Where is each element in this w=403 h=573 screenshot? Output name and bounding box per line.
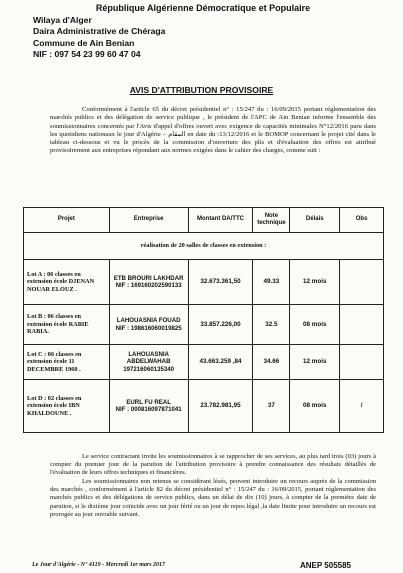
table-row	[24, 260, 384, 305]
footer-paragraph-1: Le service contractant invite les soumissionnaires à se rapprocher de ses services, au plus tard trois (03) jours à compter du premier jour de la parution de l'attribution provisoire à prendre connaissance des résultats détaillés de l'évaluation de leurs offres techniques et financières.	[50, 453, 376, 477]
notice-footer	[50, 453, 376, 520]
section-label: réalisation de 20 salles de classes en extension :	[24, 233, 384, 260]
col-header-projet: Projet	[24, 208, 110, 233]
col-header-delais: Délais	[290, 208, 340, 233]
montant-cell: 32.673.361,50	[188, 260, 253, 305]
obs-cell	[340, 345, 384, 380]
obs-cell	[340, 260, 384, 305]
wilaya-line: Wilaya d'Alger	[33, 14, 92, 25]
table-row	[24, 380, 384, 433]
note-cell: 32.5	[253, 305, 290, 345]
col-header-entreprise: Entreprise	[109, 208, 188, 233]
lot-cell: Lot B : 06 classes en extension école RABIE RABIA.	[24, 305, 110, 345]
montant-cell: 33.857.226,00	[188, 305, 253, 345]
entreprise-nif: 197216060135340	[123, 365, 175, 373]
intro-paragraph: Conformément à l'article 65 du décret présidentiel n° : 15/247 du : 16/09/2015 portant réglementation des marchés publics et des délégation de service publique , le président de l'APC de Ain Benian informe l'ensemble des soumissionnaires concernés par l'Avis d'appel d'offres ouvert avec exigence de capacités minimales N°12/2016 paru dans les quotidiens nationaux le jour d'Algérie – المقام en date du :13/12/2016 et le BOMOP concernant le projet cité dans le tableau ci-dessous et vu le procès de la commission d'ouverture des plis et d'évaluation des offres est attribué provisoirement aux entreprises répondant aux normes exigées dans le cahier des charges, comme suit :	[50, 106, 376, 155]
daira-line: Daira Administrative de Chéraga	[33, 26, 166, 37]
entreprise-name: EURL FU REAL	[126, 398, 171, 406]
entreprise-cell	[109, 380, 188, 433]
lot-cell: Lot D : 02 classes en extension école IBN KHALDOUNE .	[24, 380, 110, 433]
table-section-row	[24, 233, 384, 260]
table-row	[24, 345, 384, 380]
note-cell: 34.66	[253, 345, 290, 380]
obs-cell: /	[340, 380, 384, 433]
delais-cell: 08 mois	[290, 380, 340, 433]
lot-cell: Lot A : 06 classes en extension école DJENAN NOUAR ELOUZ .	[24, 260, 110, 305]
montant-cell: 23.782.981,95	[188, 380, 253, 433]
anep-reference: ANEP 505585	[300, 561, 351, 570]
table-row	[24, 305, 384, 345]
entreprise-nif: NIF : 000816097871041	[115, 406, 182, 413]
table-header-row	[24, 208, 384, 233]
entreprise-nif: NIF : 198616060019825	[115, 324, 182, 332]
delais-cell: 12 mois	[290, 260, 340, 305]
obs-cell	[340, 305, 384, 345]
footer-paragraph-2: Les soumissionnaires non retenus se considérant lésés, peuvent introduire un recours auprès de la commission des marchés , conformément à l'article 82 du décret présidentiel n° : 15/247 du : 16/09/2015, portant réglementation des marchés publics et des délégations de service publics, dans un délai de dix (10) jours, à compter de la première date de parution, si le dixième jour coïncide avec un jour férié ou un jour de repos légal ,la date limite pour introduire un recours est prorogée au jour ouvrable suivant.	[50, 478, 376, 518]
issuer-header	[33, 3, 373, 61]
nif-line: NIF : 097 54 23 99 60 47 04	[33, 49, 141, 60]
entreprise-name: ETB BROURI LAKHDAR	[113, 274, 184, 282]
entreprise-cell	[109, 260, 188, 305]
newspaper-source: Le Jour d'Algérie - N° 4119 - Mercredi 1er mars 2017	[32, 562, 166, 568]
delais-cell: 08 mois	[290, 305, 340, 345]
entreprise-cell	[109, 305, 188, 345]
delais-cell: 12 mois	[290, 345, 340, 380]
notice-intro	[50, 106, 376, 156]
notice-title: AVIS D'ATTRIBUTION PROVISOIRE	[129, 85, 274, 95]
republic-line: République Algérienne Démocratique et Populaire	[95, 3, 311, 13]
note-cell: 37	[253, 380, 290, 433]
entreprise-name: LAHOUASNIA FOUAD	[116, 317, 181, 325]
col-header-obs: Obs	[340, 208, 384, 233]
note-cell: 49.33	[253, 260, 290, 305]
attribution-table	[23, 207, 384, 433]
entreprise-cell	[109, 345, 188, 380]
commune-line: Commune de Ain Benian	[33, 37, 135, 48]
montant-cell: 43.663.259 ,84	[188, 345, 253, 380]
page-footer	[0, 562, 403, 571]
col-header-montant: Montant DA/TTC	[188, 208, 253, 233]
entreprise-name: LAHOUASNIA ABDELWAHAB	[126, 350, 171, 366]
entreprise-nif: NIF : 169160202590133	[115, 282, 182, 289]
lot-cell: Lot C : 06 classes en extension école 11 DECEMBRE 1960 .	[24, 345, 110, 380]
col-header-note: Note technique	[253, 208, 290, 233]
